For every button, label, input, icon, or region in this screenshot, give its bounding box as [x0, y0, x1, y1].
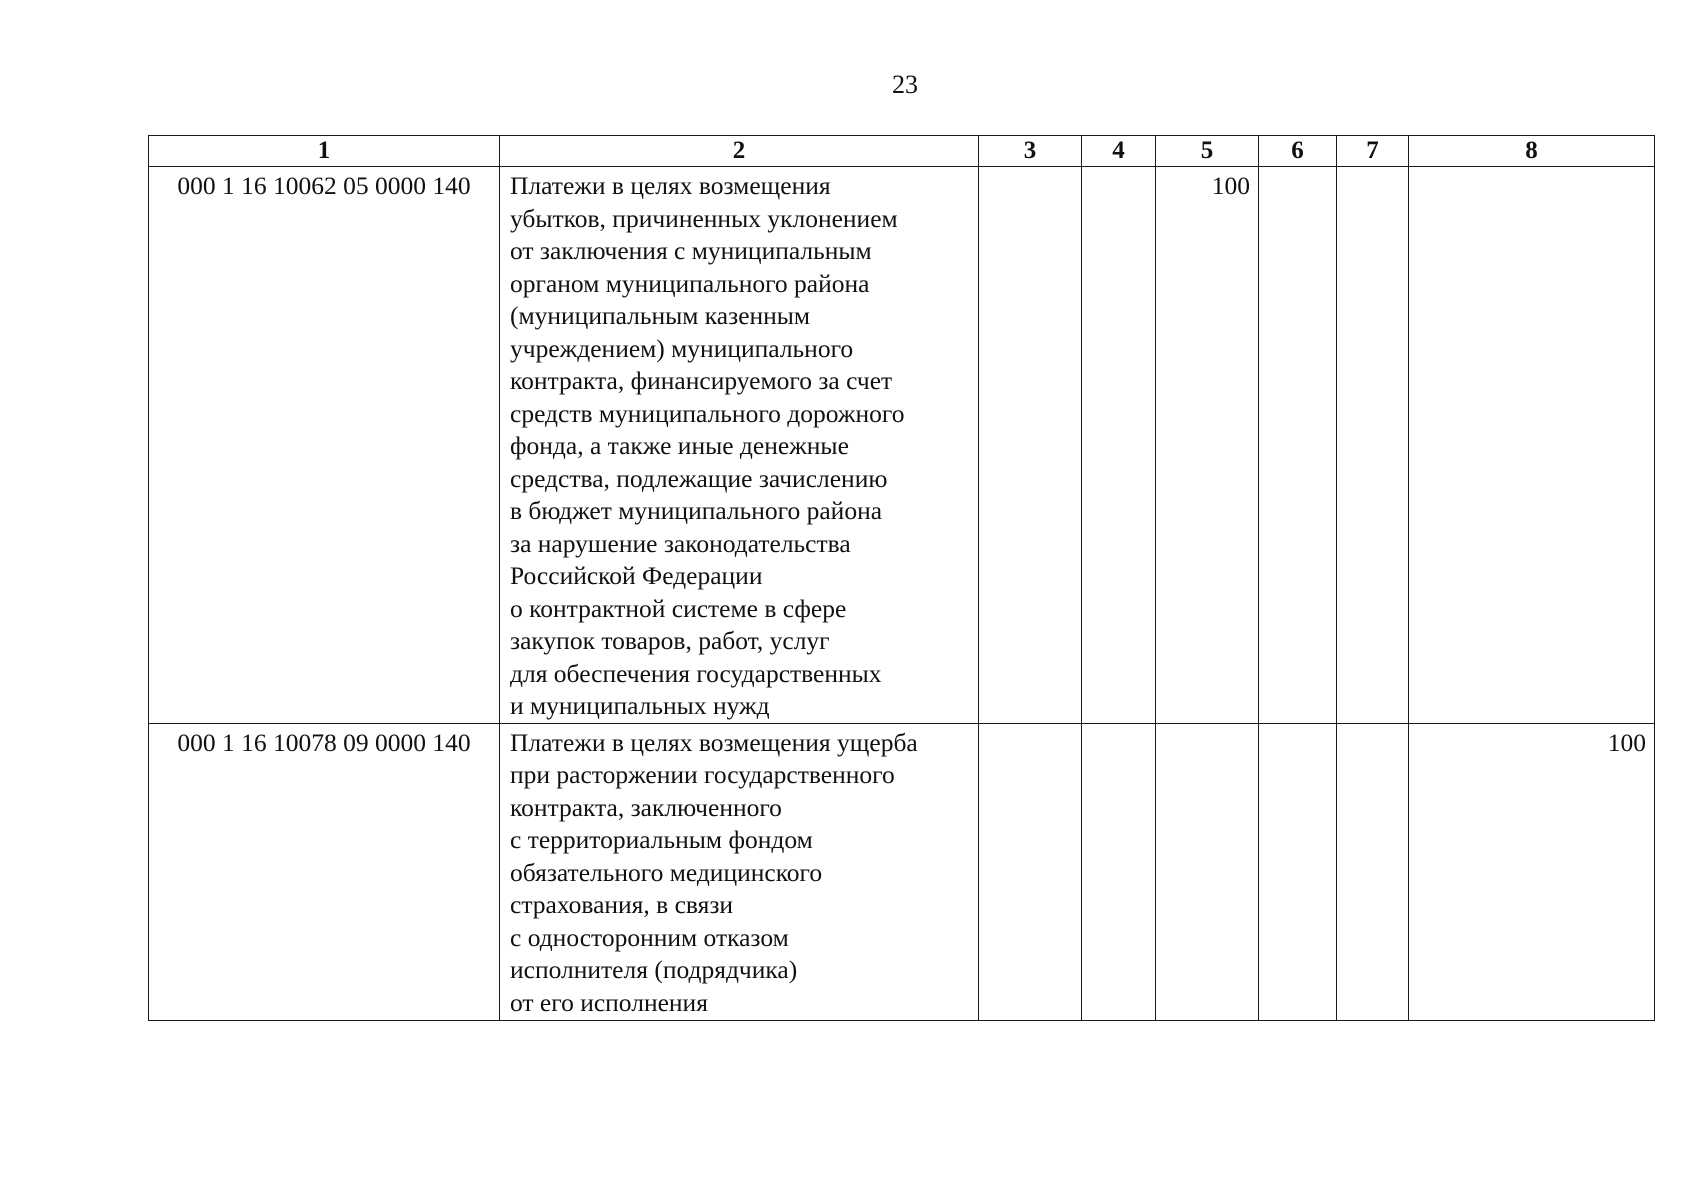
table-row [149, 167, 1655, 724]
description-line: средств муниципального дорожного [510, 398, 905, 428]
description-cell [500, 723, 979, 1020]
description-line: о контрактной системе в сфере [510, 593, 847, 623]
value-cell-col3 [979, 723, 1082, 1020]
column-header-4: 4 [1082, 136, 1156, 167]
description-line: контракта, финансируемого за счет [510, 366, 893, 395]
description-line: Платежи в целях возмещения [510, 171, 831, 200]
description-line: средства, подлежащие зачислению [510, 463, 888, 493]
description-line: за нарушение законодательства [510, 528, 851, 558]
value-cell-col7 [1337, 167, 1409, 724]
description-line: с односторонним отказом [510, 922, 789, 952]
table-row [149, 723, 1655, 1020]
value-cell-col4 [1082, 723, 1156, 1020]
value-cell-col8 [1409, 167, 1655, 724]
budget-code-cell: 000 1 16 10062 05 0000 140 [149, 167, 500, 724]
description-line: от его исполнения [510, 987, 708, 1017]
value-cell-col5 [1156, 723, 1259, 1020]
value-cell-col6 [1259, 167, 1337, 724]
column-header-8: 8 [1409, 136, 1655, 167]
value-cell-col3 [979, 167, 1082, 724]
description-line: и муниципальных нужд [510, 691, 770, 720]
description-line: от заключения с муниципальным [510, 236, 872, 265]
description-line: контракта, заключенного [510, 792, 782, 822]
description-line: фонда, а также иные денежные [510, 431, 849, 460]
description-line: в бюджет муниципального района [510, 496, 883, 525]
description-line: учреждением) муниципального [510, 333, 854, 363]
page-number: 23 [892, 70, 918, 99]
column-header-1: 1 [149, 136, 500, 167]
value-cell-col6 [1259, 723, 1337, 1020]
description-line: Российской Федерации [510, 561, 763, 590]
value-cell-col5: 100 [1156, 167, 1259, 724]
description-line: с территориальным фондом [510, 825, 813, 854]
description-line: закупок товаров, работ, услуг [510, 626, 830, 655]
value-cell-col7 [1337, 723, 1409, 1020]
description-line: страхования, в связи [510, 890, 734, 919]
description-line: для обеспечения государственных [510, 658, 882, 688]
value-cell-col4 [1082, 167, 1156, 724]
description-line: органом муниципального района [510, 268, 870, 298]
description-line: при расторжении государственного [510, 760, 895, 789]
column-header-5: 5 [1156, 136, 1259, 167]
budget-table [148, 135, 1655, 1021]
header-row [149, 136, 1655, 167]
budget-code-cell: 000 1 16 10078 09 0000 140 [149, 723, 500, 1020]
value-cell-col8: 100 [1409, 723, 1655, 1020]
column-header-2: 2 [500, 136, 979, 167]
description-line: обязательного медицинского [510, 857, 823, 887]
description-line: (муниципальным казенным [510, 301, 811, 330]
description-line: убытков, причиненных уклонением [510, 203, 898, 233]
column-header-7: 7 [1337, 136, 1409, 167]
description-line: исполнителя (подрядчика) [510, 955, 798, 984]
column-header-6: 6 [1259, 136, 1337, 167]
description-line: Платежи в целях возмещения ущерба [510, 727, 918, 757]
description-cell [500, 167, 979, 724]
column-header-3: 3 [979, 136, 1082, 167]
